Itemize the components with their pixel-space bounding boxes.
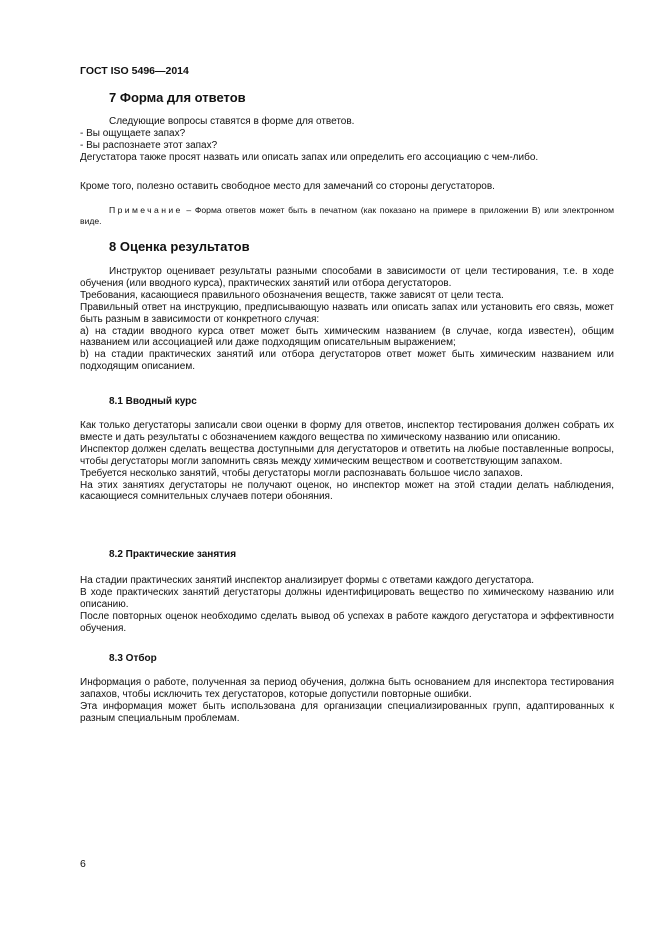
section-7-title: 7 Форма для ответов xyxy=(109,90,246,105)
paragraph: - Вы ощущаете запах? xyxy=(80,127,186,139)
paragraph: Информация о работе, полученная за период обучения, должна быть основанием для инспектора тестирования запахов, чтобы исключить тех дегустаторов, которые допустили повторные ошибки. xyxy=(80,677,614,700)
document-id-header: ГОСТ ISO 5496—2014 xyxy=(80,65,189,77)
subsection-8-3-body xyxy=(80,677,614,725)
paragraph: b) на стадии практических занятий или отбора дегустаторов ответ может быть химическим названием или подходящим описанием. xyxy=(80,349,614,373)
subsection-8-1-title: 8.1 Вводный курс xyxy=(109,396,197,407)
section-7-body xyxy=(80,116,614,164)
page-number: 6 xyxy=(80,858,86,870)
section-8-body xyxy=(80,266,614,373)
paragraph: На стадии практических занятий инспектор анализирует формы с ответами каждого дегустатора. xyxy=(80,575,535,586)
paragraph: Как только дегустаторы записали свои оценки в форму для ответов, инспектор тестирования должен собрать их вместе и дать результаты с обозначением каждого вещества по химическому названию или описанию. xyxy=(80,420,614,443)
section-7-body-2 xyxy=(80,181,614,193)
paragraph: - Вы распознаете этот запах? xyxy=(80,139,218,151)
subsection-8-1-body xyxy=(80,420,614,503)
paragraph: Правильный ответ на инструкцию, предписывающую назвать или описать запах или установить его связь, может быть разным в зависимости от конкретного случая: xyxy=(80,301,614,325)
paragraph: Инструктор оценивает результаты разными способами в зависимости от цели тестирования, т.е. в ходе обучения (или вводного курса), практических занятий или отбора дегустаторов. xyxy=(80,266,614,289)
note-label: Примечание xyxy=(109,205,183,215)
paragraph: После повторных оценок необходимо сделать вывод об успехах в работе каждого дегустатора и эффективности обучения. xyxy=(80,610,614,634)
paragraph: Инспектор должен сделать вещества доступными для дегустаторов и ответить на любые поставленные вопросы, чтобы дегустаторы могли запомнить связь между химическим веществом и соответствующим запахом. xyxy=(80,443,614,467)
paragraph: a) на стадии вводного курса ответ может быть химическим названием (в случае, когда известен), общим названием или ассоциацией или даже подходящим описательным выражением; xyxy=(80,325,614,349)
paragraph: Требуется несколько занятий, чтобы дегустаторы могли распознавать большое число запахов. xyxy=(80,467,523,479)
paragraph: Эта информация может быть использована для организации специализированных групп, адаптированных к разным специальным проблемам. xyxy=(80,700,614,724)
paragraph: Требования, касающиеся правильного обозначения веществ, также зависят от цели теста. xyxy=(80,289,504,301)
section-8-title: 8 Оценка результатов xyxy=(109,239,250,254)
paragraph: Дегустатора также просят назвать или описать запах или определить его ассоциацию с чем-либо. xyxy=(80,151,539,163)
paragraph: В ходе практических занятий дегустаторы должны идентифицировать вещество по химическому названию или описанию. xyxy=(80,586,614,610)
note-text: – Форма ответов может быть в печатном (как показано на примере в приложении В) или электронном виде. xyxy=(80,205,614,226)
paragraph: На этих занятиях дегустаторы не получают оценок, но инспектор может на этой стадии делать наблюдения, касающиеся сомнительных случаев потери обоняния. xyxy=(80,479,614,503)
subsection-8-2-title: 8.2 Практические занятия xyxy=(109,549,237,560)
paragraph: Кроме того, полезно оставить свободное место для замечаний со стороны дегустаторов. xyxy=(80,181,495,192)
section-7-note xyxy=(80,205,614,226)
paragraph: Следующие вопросы ставятся в форме для ответов. xyxy=(109,116,355,127)
subsection-8-2-body xyxy=(80,575,614,635)
subsection-8-3-title: 8.3 Отбор xyxy=(109,653,157,664)
